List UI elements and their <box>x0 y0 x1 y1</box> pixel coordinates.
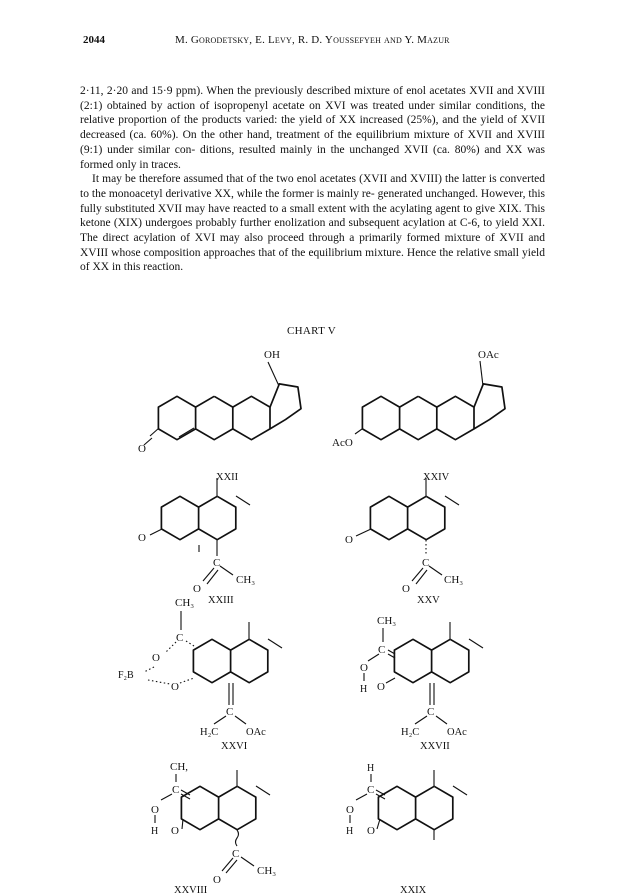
compound-label: XXVI <box>221 741 248 752</box>
text-line: generated unchanged. However, this fully substituted XVII may have reacted to a <box>80 187 545 215</box>
atom-label: CH, <box>170 761 189 773</box>
compound-label: XXVIII <box>174 885 208 893</box>
compound-xxviii <box>151 761 276 893</box>
text-line: XVIII whose composition approaches that of the equilibrium mixture. Hence the <box>80 246 454 259</box>
author-line: M. Gorodetsky, E. Levy, R. D. Youssefyeh and Y. Mazur <box>175 34 450 46</box>
atom-label: O <box>346 804 354 816</box>
atom-label: C <box>367 784 375 796</box>
atom-label: OH <box>264 349 280 361</box>
atom-label: H <box>360 684 368 695</box>
compound-label: XXIX <box>400 885 427 893</box>
atom-label: F₂B <box>118 670 134 681</box>
compound-label: XXIII <box>208 595 234 606</box>
atom-label: O <box>193 583 201 595</box>
atom-label: O <box>151 804 159 816</box>
atom-label: H₂C <box>200 727 219 738</box>
atom-label: O <box>138 532 146 544</box>
text-line: under similar conditions, the relative proportion of the products varied: the yield of <box>80 99 546 127</box>
atom-label: OAc <box>478 349 499 361</box>
text-line: treatment of the equilibrium mixture of XVII and XVIII (9:1) under similar con- <box>80 129 546 156</box>
atom-label: C <box>176 632 184 644</box>
text-line: probably further enolization and subsequent acylation at C-6, to yield XXI. The direct <box>80 217 546 245</box>
atom-label: O <box>402 583 410 595</box>
atom-label: C <box>213 557 221 569</box>
atom-label: OAc <box>447 727 467 738</box>
atom-label: CH₃ <box>377 615 397 627</box>
compound-xxix <box>346 763 467 893</box>
text-line: relative small yield of XX in this reaction. <box>80 246 545 274</box>
text-line: ditions, resulted mainly in the unchanged XVII (ca. 80%) and XX was formed only <box>80 143 546 171</box>
text-line: XX increased (25%), and the yield of XVII decreased (ca. 60%). On the other hand, <box>80 114 546 142</box>
compound-xxv <box>345 478 463 606</box>
text-line: small extent with the acylating agent to give XIX. This ketone (XIX) undergoes <box>80 202 546 230</box>
compound-xxvii <box>360 615 483 752</box>
atom-label: H₂C <box>401 727 420 738</box>
atom-label: AcO <box>332 437 353 449</box>
atom-label: C <box>232 848 240 860</box>
atom-label: O <box>171 681 179 693</box>
atom-label: C <box>422 557 430 569</box>
compound-xxii <box>138 349 301 483</box>
compound-label: XXIV <box>423 472 450 483</box>
text-line: 2·11, 2·20 and 15·9 ppm). When the previously described mixture of enol acetates <box>80 85 466 97</box>
atom-label: CH₃ <box>236 574 256 586</box>
atom-label: H <box>346 826 354 837</box>
compound-xxiii <box>138 478 255 606</box>
atom-label: OAc <box>246 727 266 738</box>
atom-label: C <box>378 644 386 656</box>
atom-label: O <box>367 825 375 837</box>
text-line: latter is converted to the monoacetyl derivative XX, while the former is mainly re- <box>80 173 545 200</box>
page-number: 2044 <box>83 34 105 46</box>
compound-label: XXVII <box>420 741 450 752</box>
compound-label: XXII <box>216 472 239 483</box>
atom-label: O <box>377 681 385 693</box>
atom-label: O <box>345 534 353 546</box>
text-line: It may be therefore assumed that of the two enol acetates (XVII and XVIII) the <box>92 173 460 186</box>
text-line: in traces. <box>139 158 181 171</box>
atom-label: C <box>226 706 234 718</box>
atom-label: O <box>138 443 146 455</box>
compound-label: XXV <box>417 595 440 606</box>
compound-xxiv <box>332 349 505 483</box>
atom-label: H <box>367 763 375 774</box>
atom-label: O <box>213 874 221 886</box>
atom-label: CH₃ <box>175 597 195 609</box>
text-line: XVII and XVIII (2:1) obtained by action of isopropenyl acetate on XVI was treated <box>80 85 546 112</box>
atom-label: H <box>151 826 159 837</box>
compound-xxvi <box>118 597 282 752</box>
chart-title: CHART V <box>286 325 337 337</box>
atom-label: O <box>360 662 368 674</box>
atom-label: CH₃ <box>444 574 464 586</box>
atom-label: C <box>172 784 180 796</box>
atom-label: O <box>152 652 160 664</box>
atom-label: CH₃ <box>257 865 277 877</box>
atom-label: C <box>427 706 435 718</box>
text-line: acylation of XVI may also proceed through a primarily formed mixture of XVII and <box>133 232 545 245</box>
atom-label: O <box>171 825 179 837</box>
